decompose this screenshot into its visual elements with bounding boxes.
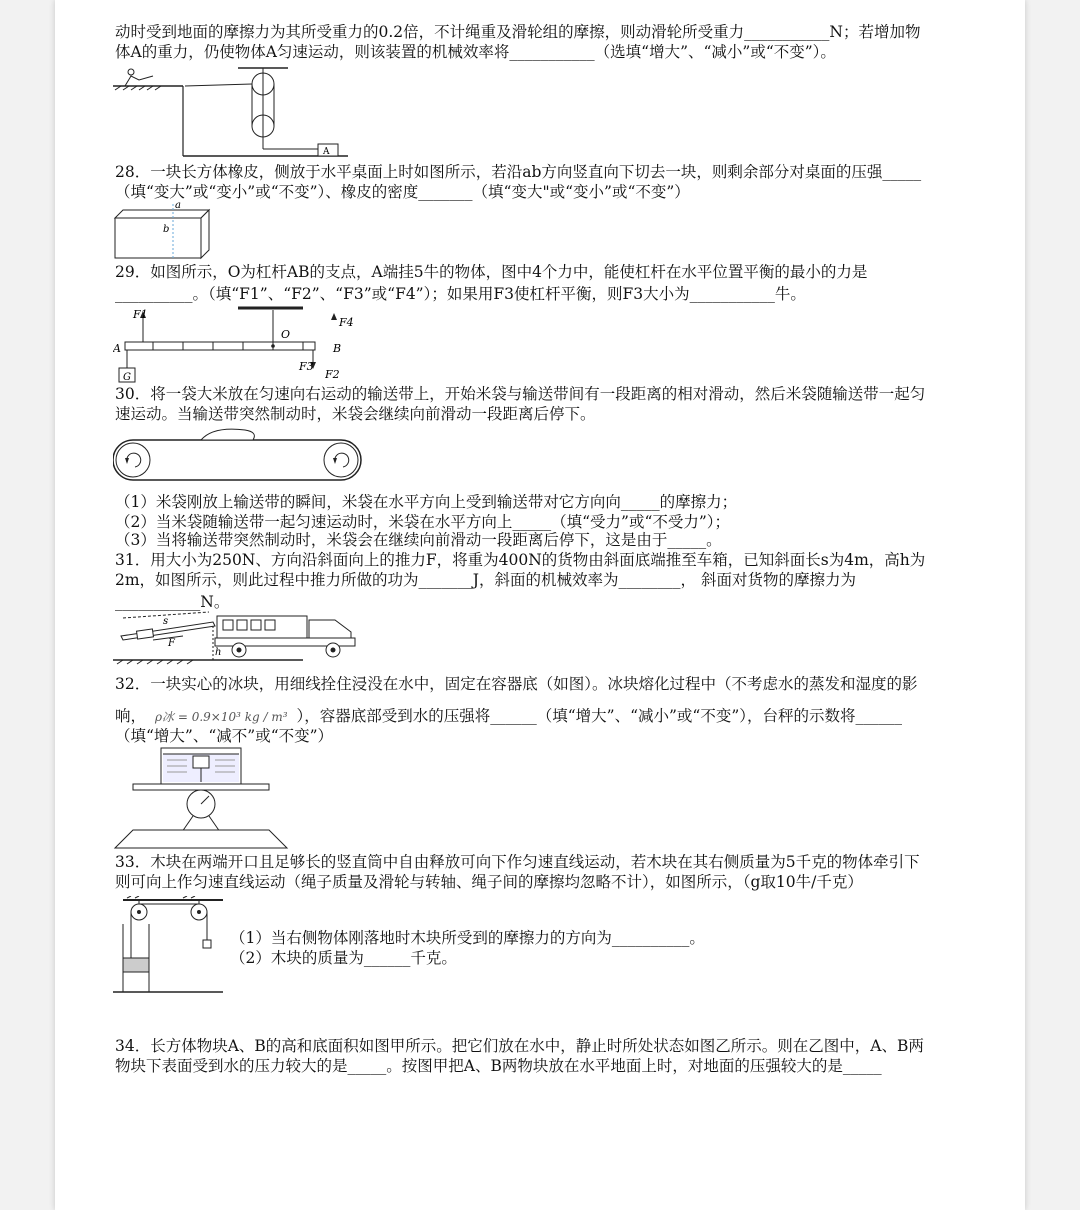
- q34-text-line2: 物块下表面受到水的压力较大的是_____。按图甲把A、B两物块放在水平地面上时，对地面的压强较大的是_____: [115, 1057, 882, 1075]
- q30-sub3: （3）当将输送带突然制动时，米袋会在继续向前滑动一段距离后停下，这是由于_____。: [115, 531, 722, 549]
- q33-tube-figure: [113, 896, 233, 998]
- q28-text-line1: 28．一块长方体橡皮，侧放于水平桌面上时如图所示，若沿ab方向竖直向下切去一块，则剩余部分对桌面的压强_____: [115, 163, 922, 181]
- q29-text-line1: 29．如图所示，O为杠杆AB的支点，A端挂5牛的物体，图中4个力中，能使杠杆在水平位置平衡的最小的力是: [115, 263, 868, 281]
- q32-density-formula: ρ冰 = 0.9×10³ kg / m³: [154, 710, 288, 724]
- q28-label-a: a: [175, 200, 181, 211]
- q31-truck-figure: [205, 614, 365, 664]
- q29-label-f3: F3: [299, 360, 314, 373]
- q29-label-o: O: [281, 328, 291, 341]
- q32-text-line1: 32．一块实心的冰块，用细线拴住浸没在水中，固定在容器底（如图）。冰块熔化过程中（不考虑水的蒸发和湿度的影: [115, 675, 918, 693]
- q29-label-f4: F4: [339, 316, 354, 329]
- q28-label-b: b: [163, 224, 170, 235]
- q30-conveyor-figure: [113, 428, 363, 488]
- q33-text-line2: 则可向上作匀速直线运动（绳子质量及滑轮与转轴、绳子间的摩擦均忽略不计），如图所示，（g取10牛/千克）: [115, 873, 863, 891]
- q29-label-b: B: [333, 342, 342, 355]
- q29-label-g: G: [123, 372, 131, 383]
- q32-line2-prefix: 响，: [115, 707, 147, 725]
- q30-sub2: （2）当米袋随输送带一起匀速运动时，米袋在水平方向上_____（填“受力”或“不受力”）；: [115, 513, 731, 531]
- q28-eraser-figure: [113, 200, 213, 262]
- q28-text-line2: （填“变大”或“变小”或“不变”）、橡皮的密度_______（填“变大"或“变小”或“不变”）: [115, 183, 690, 201]
- q29-text-line2: __________。（填“F1”、“F2”、“F3”或“F4”）；如果用F3使杠杆平衡，则F3大小为___________牛。: [115, 285, 806, 303]
- q31-label-s: s: [163, 616, 169, 627]
- q27-pulley-figure: [113, 64, 353, 160]
- q27-label-a: A: [323, 147, 330, 157]
- q32-text-line3: （填“增大”、“减不”或“不变”）: [115, 727, 334, 745]
- q30-text-line1: 30．将一袋大米放在匀速向右运动的输送带上，开始米袋与输送带间有一段距离的相对滑动，然后米袋随输送带一起匀: [115, 385, 926, 403]
- q32-text-line2: [115, 706, 902, 727]
- q29-lever-figure: [113, 302, 333, 386]
- q30-text-line2: 速运动。当输送带突然制动时，米袋会继续向前滑动一段距离后停下。: [115, 405, 596, 423]
- q34-text-line1: 34．长方体物块A、B的高和底面积如图甲所示。把它们放在水中，静止时所处状态如图乙所示。则在乙图中，A、B两: [115, 1037, 924, 1055]
- q31-text-line1: 31．用大小为250N、方向沿斜面向上的推力F，将重为400N的货物由斜面底端推至车箱，已知斜面长s为4m，高h为: [115, 551, 926, 569]
- q29-label-f1: F1: [133, 308, 148, 321]
- q33-sub2: （2）木块的质量为______千克。: [230, 949, 457, 967]
- q32-scale-figure: [113, 746, 293, 852]
- q33-text-line1: 33．木块在两端开口且足够长的竖直筒中自由释放可向下作匀速直线运动，若木块在其右侧质量为5千克的物体牵引下: [115, 853, 920, 871]
- q27-text-line1: 动时受到地面的摩擦力为其所受重力的0.2倍，不计绳重及滑轮组的摩擦，则动滑轮所受重力___________N；若增加物: [115, 23, 921, 41]
- q31-text-line2: 2m，如图所示，则此过程中推力所做的功为_______J，斜面的机械效率为________， 斜面对货物的摩擦力为: [115, 571, 856, 589]
- q29-label-f2: F2: [325, 368, 340, 381]
- q31-label-f: F: [168, 638, 175, 649]
- q31-label-h: h: [215, 647, 222, 658]
- q29-label-a: A: [113, 342, 121, 355]
- q31-text-line3: ___________N。: [115, 593, 230, 611]
- q30-sub1: （1）米袋刚放上输送带的瞬间，米袋在水平方向上受到输送带对它方向向_____的摩擦力；: [115, 493, 738, 511]
- q33-sub1: （1）当右侧物体刚落地时木块所受到的摩擦力的方向为__________。: [230, 929, 705, 947]
- q29-lever-figure-right: [325, 312, 365, 382]
- q32-line2-suffix: ），容器底部受到水的压强将______（填“增大”、“减小”或“不变”），台秤的示数将______: [296, 707, 903, 725]
- q27-text-line2: 体A的重力，仍使物体A匀速运动，则该装置的机械效率将___________（选填“增大”、“减小”或“不变”）。: [115, 43, 836, 61]
- document-page: [55, 0, 1025, 1210]
